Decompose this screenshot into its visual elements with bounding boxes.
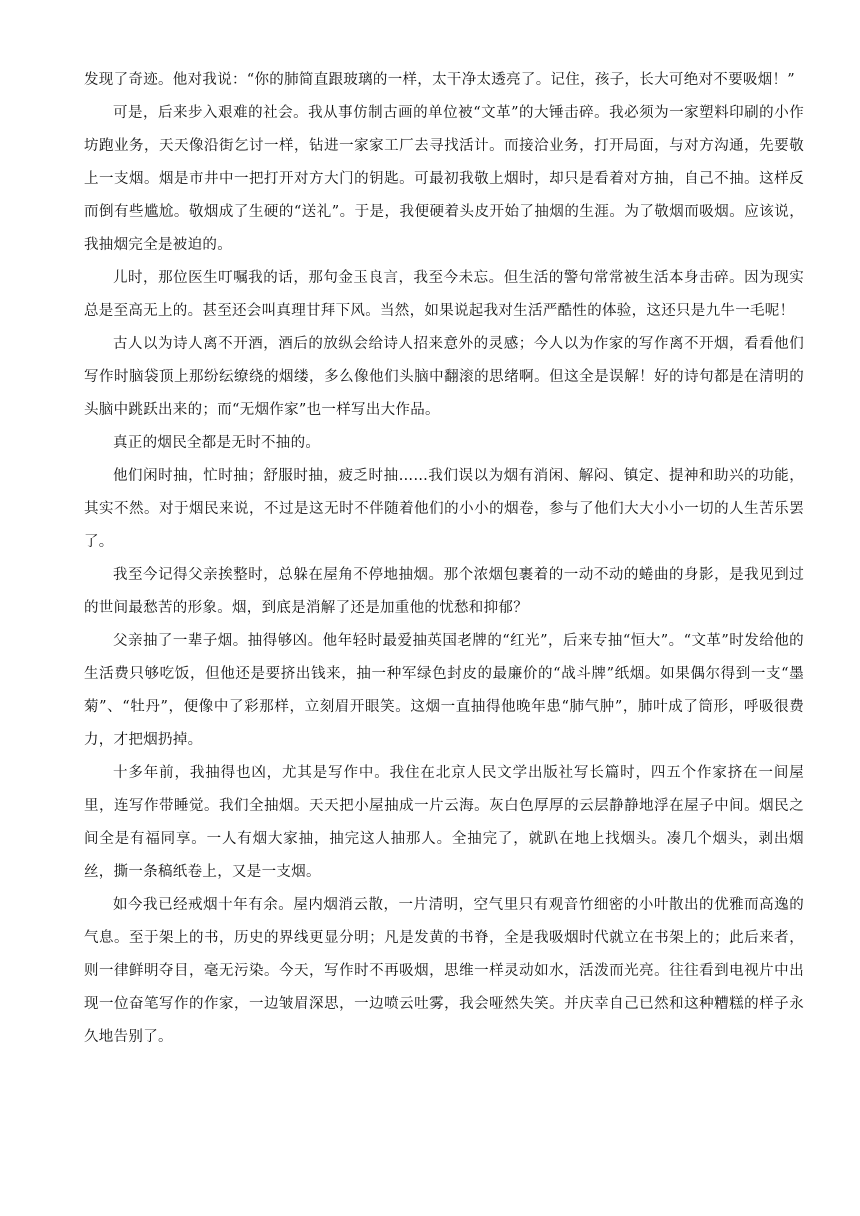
- paragraph: 发现了奇迹。他对我说：“你的肺简直跟玻璃的一样，太干净太透亮了。记住，孩子，长大可绝对不要吸烟！”: [84, 72, 796, 88]
- paragraph: 可是，后来步入艰难的社会。我从事仿制古画的单位被“文革”的大锤击碎。我必须为一家塑料印刷的小作坊跑业务，天天像沿街乞讨一样，钻进一家家工厂去寻找活计。而接洽业务，打开局面，与对方沟通，先要敬上一支烟。烟是市井中一把打开对方大门的钥匙。可最初我敬上烟时，却只是看着对方抽，自己不抽。这样反而倒有些尴尬。敬烟成了生硬的“送礼”。于是，我便硬着头皮开始了抽烟的生涯。为了敬烟而吸烟。应该说，我抽烟完全是被迫的。: [84, 105, 804, 253]
- document-body: [84, 64, 804, 1054]
- paragraph: 父亲抽了一辈子烟。抽得够凶。他年轻时最爱抽英国老牌的“红光”，后来专抽“恒大”。“文革”时发给他的生活费只够吃饭，但他还是要挤出钱来，抽一种军绿色封皮的最廉价的“战斗牌”纸烟。如果偶尔得到一支“墨菊”、“牡丹”，便像中了彩那样，立刻眉开眼笑。这烟一直抽得他晚年患“肺气肿”，肺叶成了筒形，呼吸很费力，才把烟扔掉。: [84, 633, 804, 748]
- paragraph: 古人以为诗人离不开酒，酒后的放纵会给诗人招来意外的灵感；今人以为作家的写作离不开烟，看看他们写作时脑袋顶上那纷纭缭绕的烟缕，多么像他们头脑中翻滚的思绪啊。但这全是误解！好的诗句都是在清明的头脑中跳跃出来的；而“无烟作家”也一样写出大作品。: [84, 336, 804, 418]
- paragraph: 十多年前，我抽得也凶，尤其是写作中。我住在北京人民文学出版社写长篇时，四五个作家挤在一间屋里，连写作带睡觉。我们全抽烟。天天把小屋抽成一片云海。灰白色厚厚的云层静静地浮在屋子中间。烟民之间全是有福同享。一人有烟大家抽，抽完这人抽那人。全抽完了，就趴在地上找烟头。凑几个烟头，剥出烟丝，撕一条稿纸卷上，又是一支烟。: [84, 765, 804, 880]
- paragraph: 他们闲时抽，忙时抽；舒服时抽，疲乏时抽……我们误以为烟有消闲、解闷、镇定、提神和助兴的功能，其实不然。对于烟民来说，不过是这无时不伴随着他们的小小的烟卷，参与了他们大大小小一切的人生苦乐罢了。: [84, 468, 804, 550]
- paragraph: 我至今记得父亲挨整时，总躲在屋角不停地抽烟。那个浓烟包裹着的一动不动的蜷曲的身影，是我见到过的世间最愁苦的形象。烟，到底是消解了还是加重他的忧愁和抑郁？: [84, 567, 804, 616]
- paragraph: 儿时，那位医生叮嘱我的话，那句金玉良言，我至今未忘。但生活的警句常常被生活本身击碎。因为现实总是至高无上的。甚至还会叫真理甘拜下风。当然，如果说起我对生活严酷性的体验，这还只是九牛一毛呢！: [84, 270, 804, 319]
- paragraph: 真正的烟民全都是无时不抽的。: [113, 435, 321, 451]
- paragraph: 如今我已经戒烟十年有余。屋内烟消云散，一片清明，空气里只有观音竹细密的小叶散出的优雅而高逸的气息。至于架上的书，历史的界线更显分明；凡是发黄的书脊，全是我吸烟时代就立在书架上的；此后来者，则一律鲜明夺目，毫无污染。今天，写作时不再吸烟，思维一样灵动如水，活泼而光亮。往往看到电视片中出现一位奋笔写作的作家，一边皱眉深思，一边喷云吐雾，我会哑然失笑。并庆幸自己已然和这种糟糕的样子永久地告别了。: [84, 897, 804, 1045]
